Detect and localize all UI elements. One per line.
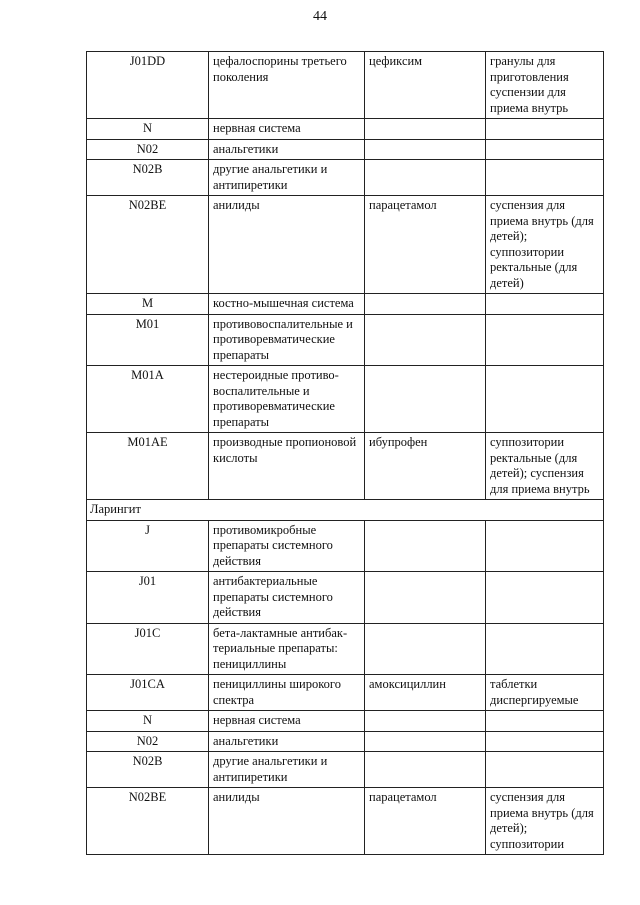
section-row — [87, 500, 604, 521]
pharm-group-cell: анальгетики — [209, 139, 365, 160]
pharm-group-cell: производные пропионовой кислоты — [209, 433, 365, 500]
pharm-group-cell: другие анальгетики и антипиретики — [209, 752, 365, 788]
section-title: Ларингит — [87, 500, 604, 521]
drug-name-cell: парацетамол — [365, 788, 486, 855]
atc-code-cell: J01DD — [87, 52, 209, 119]
dosage-form-cell: суспензия для приема внутрь (для детей); суппозитории ректальные (для детей) — [486, 196, 604, 294]
atc-code-cell: J — [87, 520, 209, 572]
drug-name-cell — [365, 314, 486, 366]
dosage-form-cell — [486, 119, 604, 140]
drug-name-cell: цефиксим — [365, 52, 486, 119]
dosage-form-cell: гранулы для приготовления суспензии для приема внутрь — [486, 52, 604, 119]
table-row — [87, 139, 604, 160]
drug-name-cell — [365, 572, 486, 624]
page-number: 44 — [313, 9, 327, 24]
table-row — [87, 366, 604, 433]
drug-name-cell — [365, 752, 486, 788]
table-row — [87, 711, 604, 732]
dosage-form-cell: суппозитории ректальные (для детей); суспензия для приема внутрь — [486, 433, 604, 500]
drug-name-cell — [365, 139, 486, 160]
pharm-group-cell: анилиды — [209, 788, 365, 855]
atc-code-cell: N02BE — [87, 788, 209, 855]
table-body — [87, 52, 604, 855]
table-row — [87, 314, 604, 366]
drug-name-cell: парацетамол — [365, 196, 486, 294]
dosage-form-cell: суспензия для приема внутрь (для детей); суппозитории — [486, 788, 604, 855]
dosage-form-cell — [486, 294, 604, 315]
atc-code-cell: M01 — [87, 314, 209, 366]
table-row — [87, 675, 604, 711]
dosage-form-cell — [486, 711, 604, 732]
dosage-form-cell — [486, 139, 604, 160]
atc-code-cell: J01C — [87, 623, 209, 675]
drug-table — [86, 51, 604, 855]
dosage-form-cell — [486, 623, 604, 675]
dosage-form-cell — [486, 520, 604, 572]
pharm-group-cell: анальгетики — [209, 731, 365, 752]
drug-name-cell — [365, 623, 486, 675]
atc-code-cell: N02 — [87, 731, 209, 752]
drug-name-cell — [365, 160, 486, 196]
table-row — [87, 752, 604, 788]
pharm-group-cell: анилиды — [209, 196, 365, 294]
drug-name-cell — [365, 731, 486, 752]
atc-code-cell: J01CA — [87, 675, 209, 711]
pharm-group-cell: бета-лактамные антибак-териальные препараты: пенициллины — [209, 623, 365, 675]
pharm-group-cell: противовоспалительные и противоревматические препараты — [209, 314, 365, 366]
atc-code-cell: N — [87, 711, 209, 732]
pharm-group-cell: нервная система — [209, 119, 365, 140]
pharm-group-cell: цефалоспорины третьего поколения — [209, 52, 365, 119]
atc-code-cell: N02BE — [87, 196, 209, 294]
pharm-group-cell: нестероидные противо-воспалительные и противоревматические препараты — [209, 366, 365, 433]
drug-name-cell — [365, 119, 486, 140]
dosage-form-cell — [486, 160, 604, 196]
pharm-group-cell: пенициллины широкого спектра — [209, 675, 365, 711]
table-row — [87, 731, 604, 752]
table-row — [87, 160, 604, 196]
table-row — [87, 294, 604, 315]
pharm-group-cell: другие анальгетики и антипиретики — [209, 160, 365, 196]
dosage-form-cell — [486, 314, 604, 366]
atc-code-cell: M01AE — [87, 433, 209, 500]
pharm-group-cell: противомикробные препараты системного действия — [209, 520, 365, 572]
atc-code-cell: M01A — [87, 366, 209, 433]
atc-code-cell: N02 — [87, 139, 209, 160]
dosage-form-cell — [486, 752, 604, 788]
pharm-group-cell: нервная система — [209, 711, 365, 732]
table-row — [87, 119, 604, 140]
drug-name-cell — [365, 711, 486, 732]
drug-name-cell: ибупрофен — [365, 433, 486, 500]
atc-code-cell: N02B — [87, 160, 209, 196]
table-row — [87, 623, 604, 675]
drug-name-cell — [365, 294, 486, 315]
dosage-form-cell: таблетки диспергируемые — [486, 675, 604, 711]
atc-code-cell: N02B — [87, 752, 209, 788]
dosage-form-cell — [486, 731, 604, 752]
atc-code-cell: J01 — [87, 572, 209, 624]
pharm-group-cell: костно-мышечная система — [209, 294, 365, 315]
table-row — [87, 52, 604, 119]
table-row — [87, 433, 604, 500]
atc-code-cell: M — [87, 294, 209, 315]
drug-name-cell — [365, 366, 486, 433]
atc-code-cell: N — [87, 119, 209, 140]
dosage-form-cell — [486, 366, 604, 433]
drug-name-cell — [365, 520, 486, 572]
dosage-form-cell — [486, 572, 604, 624]
table-row — [87, 520, 604, 572]
drug-name-cell: амоксициллин — [365, 675, 486, 711]
table-row — [87, 788, 604, 855]
table-row — [87, 196, 604, 294]
pharm-group-cell: антибактериальные препараты системного действия — [209, 572, 365, 624]
table-row — [87, 572, 604, 624]
